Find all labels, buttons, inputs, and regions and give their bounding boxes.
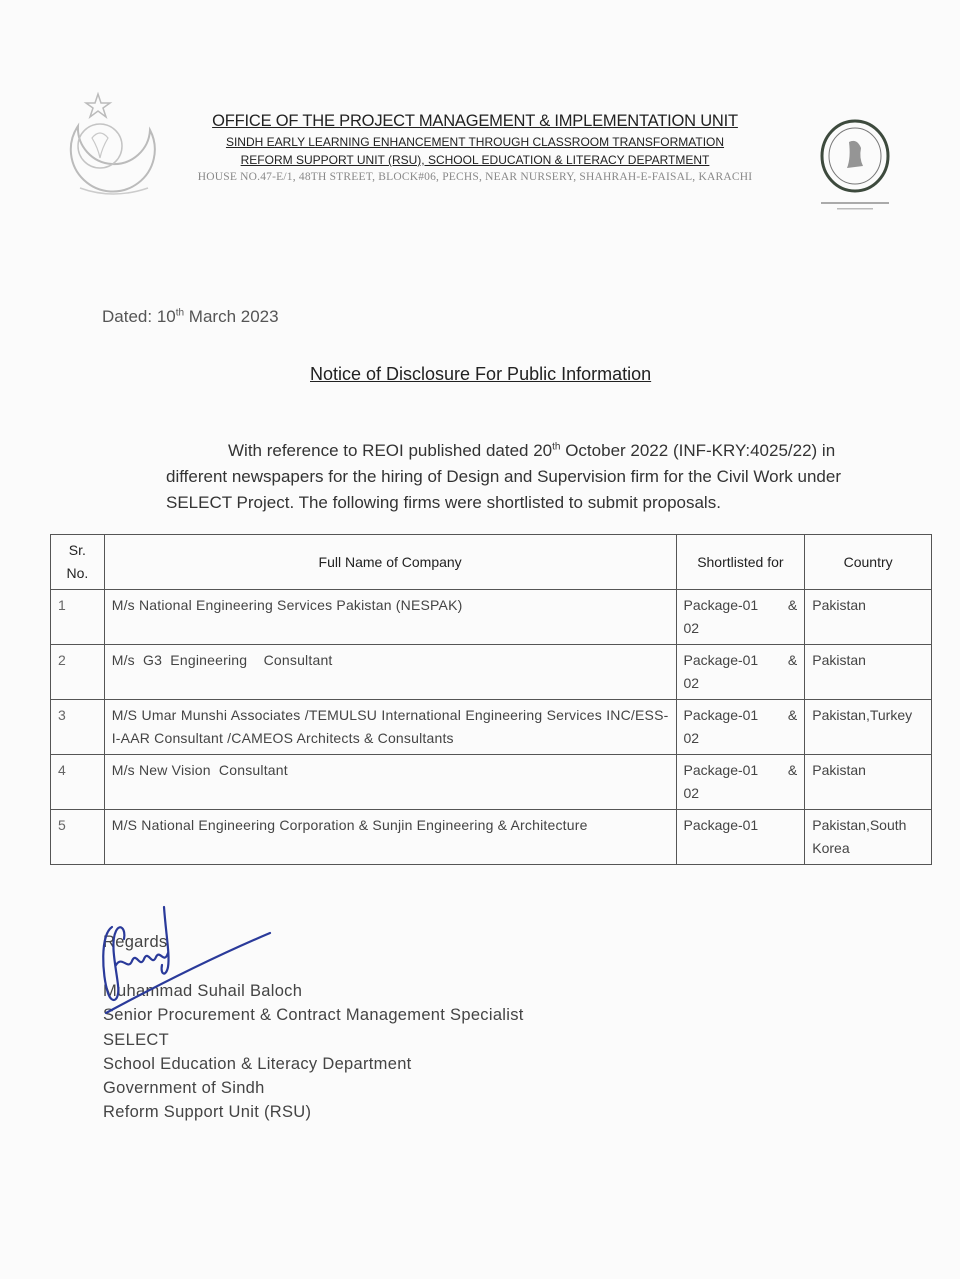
notice-title: Notice of Disclosure For Public Information	[310, 364, 652, 384]
sindh-emblem-logo	[58, 88, 168, 210]
cell-company-name: M/s G3 Engineering Consultant	[104, 645, 676, 700]
cell-sr: 4	[51, 755, 105, 810]
cell-country: Pakistan,South Korea	[805, 810, 932, 865]
date-month-year: March 2023	[184, 307, 279, 326]
signatory-name: Muhammad Suhail Baloch	[103, 982, 303, 1000]
cell-company-name: M/S National Engineering Corporation & Sunjin Engineering & Architecture	[104, 810, 676, 865]
signatory-designation: Senior Procurement & Contract Management Specialist	[103, 1006, 524, 1024]
table-row	[51, 590, 932, 645]
cell-company-name: M/s New Vision Consultant	[104, 755, 676, 810]
header-company-name: Full Name of Company	[104, 535, 676, 590]
cell-sr: 2	[51, 645, 105, 700]
header-subtitle-project: SINDH EARLY LEARNING ENHANCEMENT THROUGH CLASSROOM TRANSFORMATION	[225, 135, 725, 149]
shortlisted-firms-table	[50, 534, 932, 865]
package-ampersand: &	[787, 652, 798, 668]
package-second: 02	[683, 675, 700, 691]
table-row	[51, 810, 932, 865]
package-label: Package-01	[683, 652, 759, 668]
cell-shortlisted	[676, 755, 805, 810]
header-address: HOUSE NO.47-E/1, 48TH STREET, BLOCK#06, PECHS, NEAR NURSERY, SHAHRAH-E-FAISAL, KARACHI	[197, 171, 753, 183]
cell-shortlisted	[676, 590, 805, 645]
package-second: 02	[683, 730, 700, 746]
header-title: OFFICE OF THE PROJECT MANAGEMENT & IMPLEMENTATION UNIT	[212, 112, 738, 130]
cell-shortlisted	[676, 700, 805, 755]
cell-country: Pakistan	[805, 755, 932, 810]
signatory-government: Government of Sindh	[103, 1079, 265, 1097]
table-row	[51, 645, 932, 700]
paragraph-superscript: th	[552, 441, 561, 453]
cell-shortlisted	[676, 645, 805, 700]
package-label: Package-01	[683, 817, 759, 833]
date-day-suffix: th	[175, 307, 185, 319]
cell-company-name: M/s National Engineering Services Pakistan (NESPAK)	[104, 590, 676, 645]
cell-sr: 5	[51, 810, 105, 865]
regards-text: Regards	[103, 933, 168, 951]
package-second: 02	[683, 785, 700, 801]
department-seal-logo	[815, 118, 895, 214]
package-label: Package-01	[683, 597, 759, 613]
header-shortlisted-for: Shortlisted for	[676, 535, 805, 590]
header-sr-no: Sr. No.	[51, 535, 105, 590]
header-country: Country	[805, 535, 932, 590]
package-label: Package-01	[683, 762, 759, 778]
package-label: Package-01	[683, 707, 759, 723]
table-row	[51, 755, 932, 810]
package-ampersand: &	[787, 707, 798, 723]
cell-sr: 3	[51, 700, 105, 755]
paragraph-text-1: With reference to REOI published dated 20	[228, 441, 553, 460]
cell-country: Pakistan,Turkey	[805, 700, 932, 755]
cell-sr: 1	[51, 590, 105, 645]
intro-paragraph	[166, 438, 886, 516]
cell-company-name: M/S Umar Munshi Associates /TEMULSU International Engineering Services INC/ESS-I-AAR Consultant /CAMEOS Architects & Consultants	[104, 700, 676, 755]
package-ampersand: &	[787, 597, 798, 613]
document-date	[102, 307, 279, 327]
date-label: Dated:	[102, 307, 157, 326]
paragraph-text-2: October 2022 (INF-KRY:4025/22) in different newspapers for the hiring of Design and Supervision firm for the Civil Work under SELECT Project. The following firms were shortlisted to submit proposals.	[166, 441, 841, 512]
signatory-department: School Education & Literacy Department	[103, 1055, 412, 1073]
date-day: 10	[156, 307, 176, 326]
cell-shortlisted	[676, 810, 805, 865]
signatory-project: SELECT	[103, 1031, 169, 1049]
table-header-row	[51, 535, 932, 590]
table-row	[51, 700, 932, 755]
package-second: 02	[683, 620, 700, 636]
cell-country: Pakistan	[805, 645, 932, 700]
cell-country: Pakistan	[805, 590, 932, 645]
handwritten-signature	[98, 905, 278, 1015]
package-ampersand: &	[787, 762, 798, 778]
signatory-unit: Reform Support Unit (RSU)	[103, 1103, 312, 1121]
header-subtitle-department: REFORM SUPPORT UNIT (RSU), SCHOOL EDUCATION & LITERACY DEPARTMENT	[240, 153, 710, 167]
